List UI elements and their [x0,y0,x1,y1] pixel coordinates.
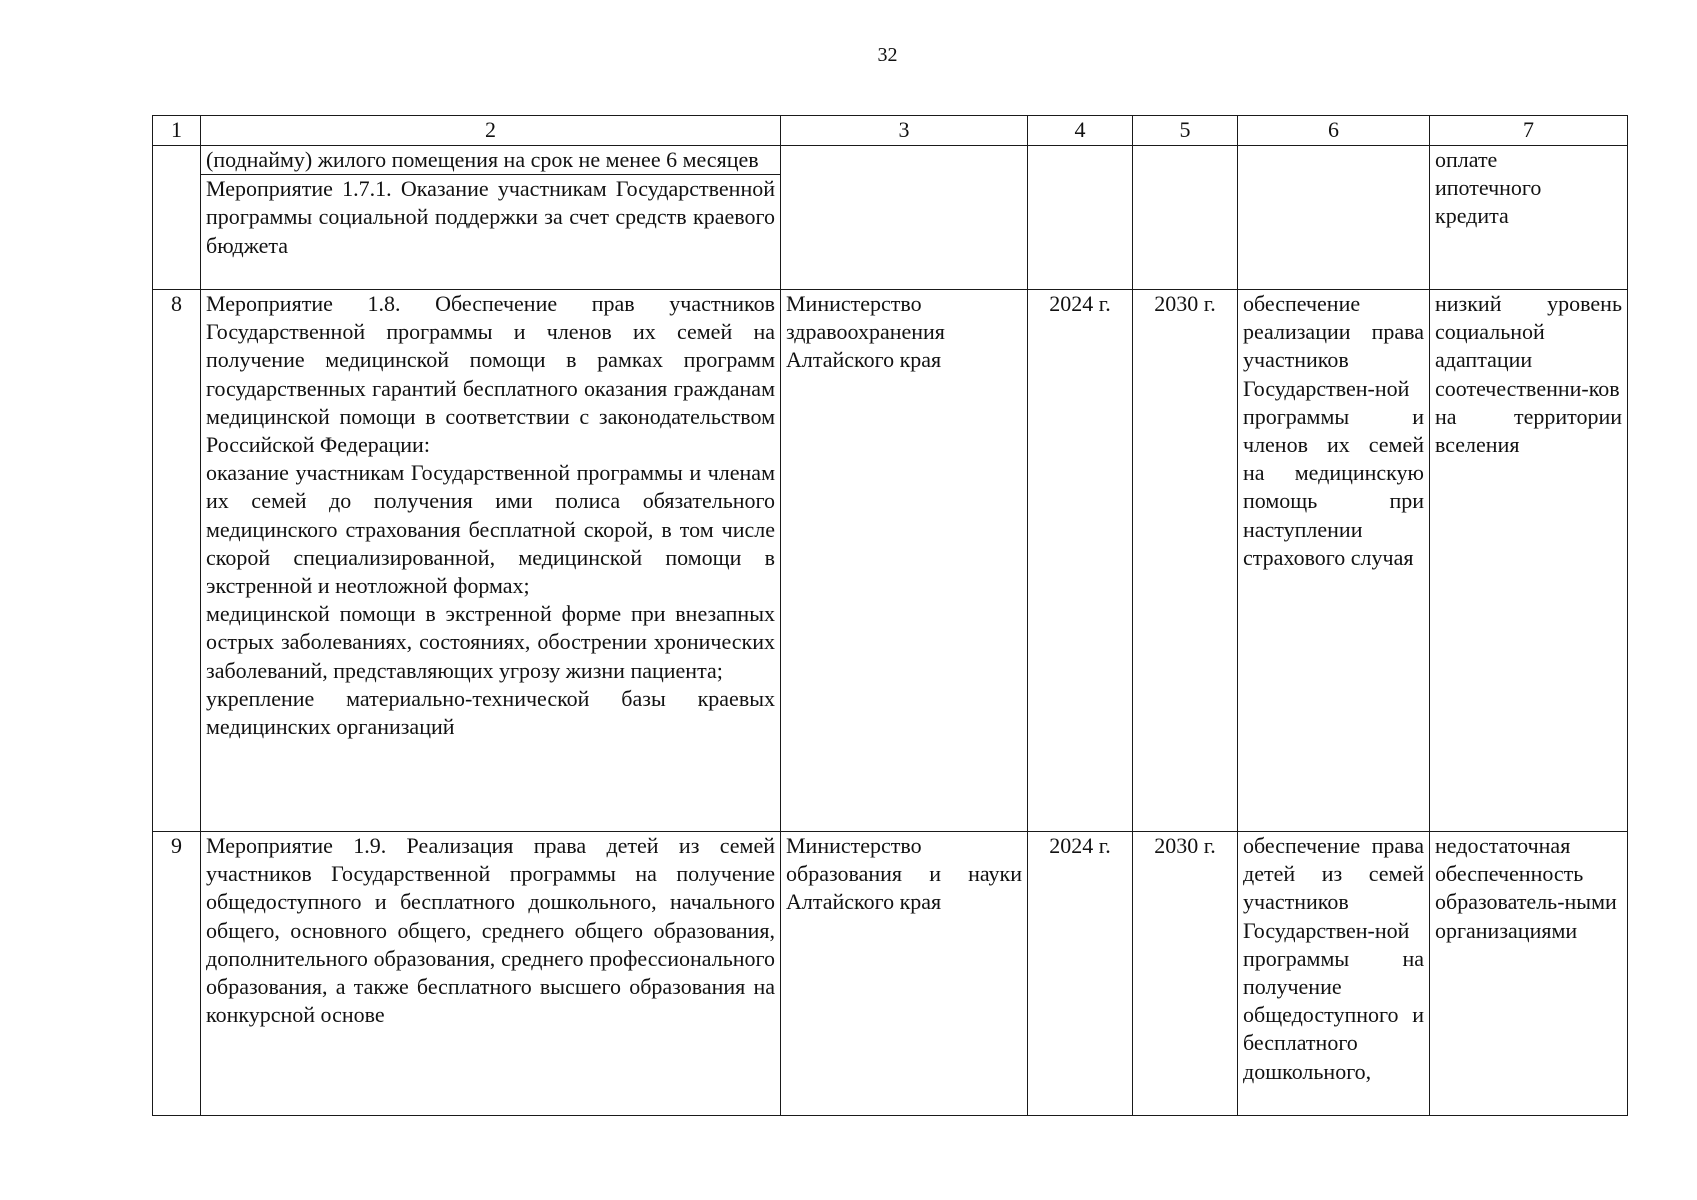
measure-paragraph: оказание участникам Государственной программы и членам их семей до получения ими полиса обязательного медицинского страхования бесплатной скорой, в том числе скорой специализированной, медицинской помощи в экстренной и неотложной формах; [206,460,775,599]
measure-cell [201,146,781,290]
header-col-7: 7 [1430,116,1628,146]
result-cell: обеспечение реализации права участников Государствен-ной программы и членов их семей на медицинскую помощь при наступлении страхового случая [1238,290,1430,832]
start-year-cell [1028,146,1133,290]
result-cell: обеспечение права детей из семей участников Государствен-ной программы на получение общедоступного и бесплатного дошкольного, [1238,832,1430,1116]
measure-continuation-text: (поднайму) жилого помещения на срок не менее 6 месяцев [201,146,780,175]
header-col-3: 3 [781,116,1028,146]
page-number: 32 [877,44,898,66]
measures-table [152,115,1628,1116]
table-row [153,832,1628,1116]
start-year-cell: 2024 г. [1028,832,1133,1116]
measure-cell [201,290,781,832]
measure-paragraph: медицинской помощи в экстренной форме при внезапных острых заболеваниях, состояниях, обострении хронических заболеваний, представляющих угрозу жизни пациента; [206,601,775,683]
result-cell [1238,146,1430,290]
header-col-6: 6 [1238,116,1430,146]
header-col-2: 2 [201,116,781,146]
end-year-cell: 2030 г. [1133,832,1238,1116]
executor-cell: Министерство здравоохранения Алтайского края [781,290,1028,832]
row-number: 8 [153,290,201,832]
header-col-5: 5 [1133,116,1238,146]
row-number: 9 [153,832,201,1116]
measure-subitem-text: Мероприятие 1.7.1. Оказание участникам Государственной программы социальной поддержки за счет средств краевого бюджета [206,176,775,258]
risk-cell: низкий уровень социальной адаптации соотечественни-ков на территории вселения [1430,290,1628,832]
header-col-4: 4 [1028,116,1133,146]
executor-cell [781,146,1028,290]
row-number [153,146,201,290]
end-year-cell [1133,146,1238,290]
risk-cell: оплате ипотечного кредита [1430,146,1628,290]
measure-paragraph: укрепление материально-технической базы краевых медицинских организаций [206,685,775,740]
measure-paragraph: Мероприятие 1.8. Обеспечение прав участников Государственной программы и членов их семей на получение медицинской помощи в рамках программ государственных гарантий бесплатного оказания гражданам медицинской помощи в соответствии с законодательством Российской Федерации: [206,291,775,458]
risk-cell: недостаточная обеспеченность образователь-ными организациями [1430,832,1628,1116]
start-year-cell: 2024 г. [1028,290,1133,832]
table-row [153,146,1628,290]
executor-cell: Министерство образования и науки Алтайского края [781,832,1028,1116]
header-row [153,116,1628,146]
end-year-cell: 2030 г. [1133,290,1238,832]
table-row [153,290,1628,832]
measure-cell: Мероприятие 1.9. Реализация права детей из семей участников Государственной программы на получение общедоступного и бесплатного дошкольного, начального общего, основного общего, среднего общего образования, дополнительного образования, среднего профессионального образования, а также бесплатного высшего образования на конкурсной основе [201,832,781,1116]
header-col-1: 1 [153,116,201,146]
